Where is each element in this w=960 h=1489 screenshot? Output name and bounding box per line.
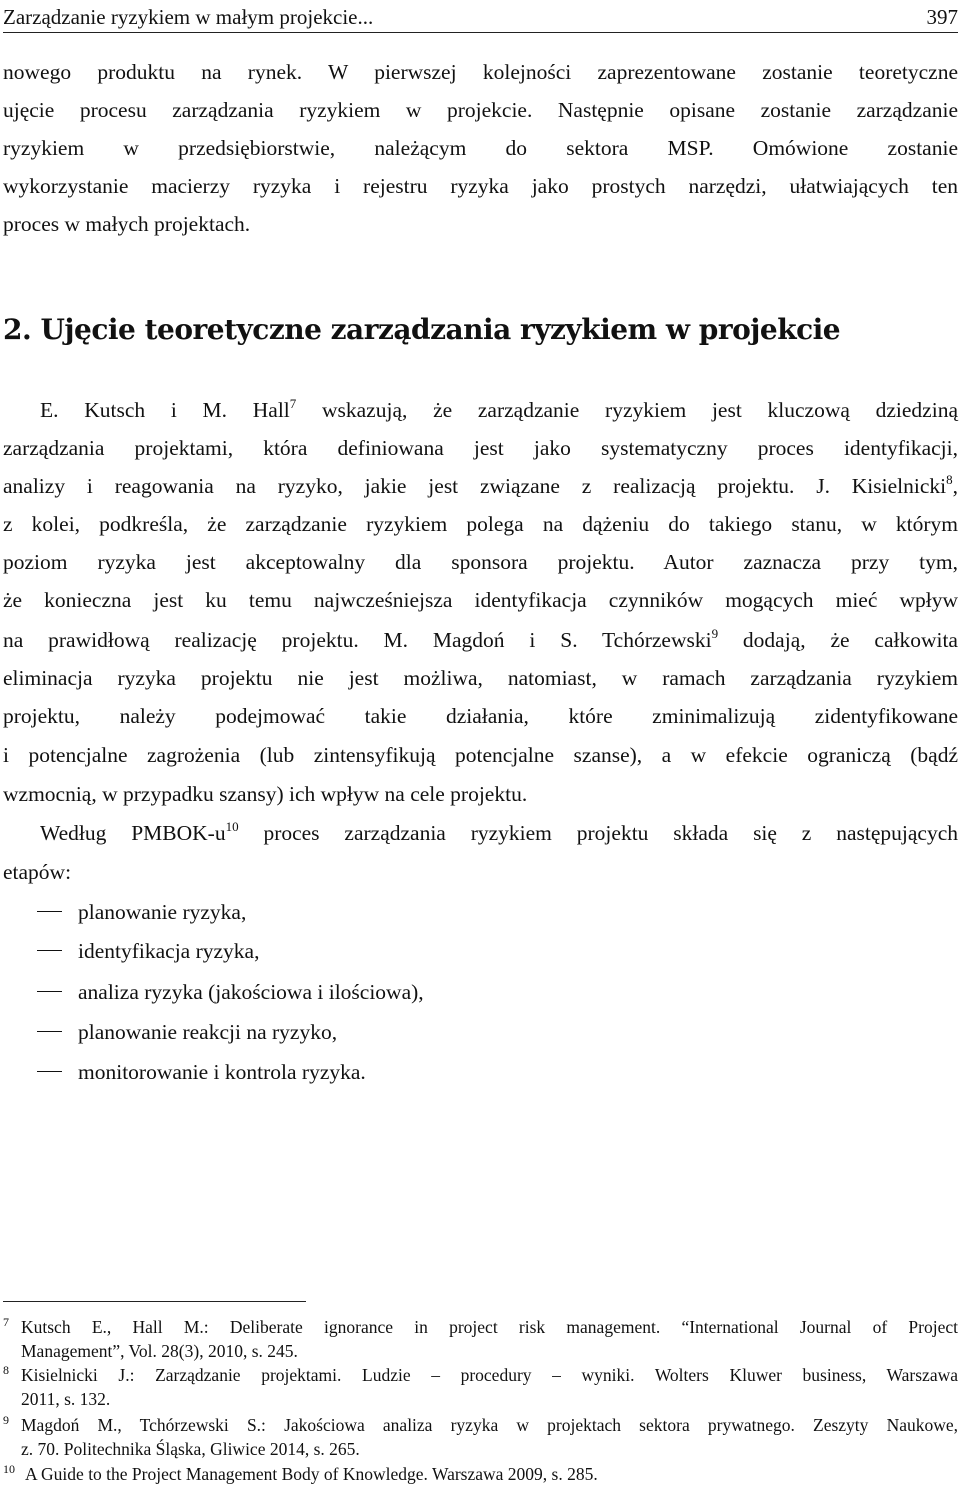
list-item-text: planowanie ryzyka, bbox=[78, 900, 247, 924]
text-span: Według PMBOK-u bbox=[40, 821, 226, 845]
footnote-text: Kisielnicki J.: Zarządzanie projektami. Ludzie – procedury – wyniki. Wolters Kluwer business, Warszawa bbox=[21, 1365, 958, 1385]
text-span: proces zarządzania ryzykiem projektu składa się z następujących bbox=[238, 821, 958, 845]
intro-line: ujęcie procesu zarządzania ryzykiem w projekcie. Następnie opisane zostanie zarządzanie bbox=[3, 98, 958, 122]
paragraph-line: projektu, należy podejmować takie działania, które zminimalizują zidentyfikowane bbox=[3, 704, 958, 728]
footnote-text: 2011, s. 132. bbox=[21, 1389, 111, 1409]
footnote-text: Management”, Vol. 28(3), 2010, s. 245. bbox=[21, 1341, 298, 1361]
list-item-text: planowanie reakcji na ryzyko, bbox=[78, 1020, 338, 1044]
page-number: 397 bbox=[926, 5, 958, 29]
running-header bbox=[3, 2, 958, 32]
dash-bullet-icon bbox=[37, 1071, 62, 1072]
footnote-number: 7 bbox=[3, 1315, 9, 1329]
footnote-number: 8 bbox=[3, 1363, 9, 1377]
intro-line: wykorzystanie macierzy ryzyka i rejestru ryzyka jako prostych narzędzi, ułatwiających ten bbox=[3, 174, 958, 198]
section-heading: 2. Ujęcie teoretyczne zarządzania ryzykiem w projekcie bbox=[3, 313, 841, 346]
dash-bullet-icon bbox=[37, 991, 62, 992]
footnote-text: z. 70. Politechnika Śląska, Gliwice 2014, s. 265. bbox=[21, 1439, 360, 1459]
text-span: E. Kutsch i M. Hall bbox=[40, 398, 290, 422]
list-item-text: identyfikacja ryzyka, bbox=[78, 939, 260, 963]
text-span: na prawidłową realizację projektu. M. Magdoń i S. Tchórzewski bbox=[3, 628, 712, 652]
intro-line: ryzykiem w przedsiębiorstwie, należącym do sektora MSP. Omówione zostanie bbox=[3, 136, 958, 160]
footnote-text: A Guide to the Project Management Body of Knowledge. Warszawa 2009, s. 285. bbox=[25, 1464, 598, 1484]
paragraph-line: eliminacja ryzyka projektu nie jest możliwa, natomiast, w ramach zarządzania ryzykiem bbox=[3, 666, 958, 690]
paragraph-line bbox=[40, 818, 958, 848]
intro-line: proces w małych projektach. bbox=[3, 212, 251, 236]
paragraph-line: poziom ryzyka jest akceptowalny dla sponsora projektu. Autor zaznacza przy tym, bbox=[3, 550, 958, 574]
text-span: , bbox=[952, 474, 958, 498]
paragraph-line: zarządzania projektami, która definiowana jest jako systematyczny proces identyfikacji, bbox=[3, 436, 958, 460]
footnote-ref: 7 bbox=[289, 396, 297, 411]
running-title: Zarządzanie ryzykiem w małym projekcie... bbox=[3, 5, 374, 29]
dash-bullet-icon bbox=[37, 911, 62, 912]
dash-bullet-icon bbox=[37, 1031, 62, 1032]
paragraph-line: wzmocnią, w przypadku szansy) ich wpływ na cele projektu. bbox=[3, 782, 528, 806]
intro-line: nowego produktu na rynek. W pierwszej kolejności zaprezentowane zostanie teoretyczne bbox=[3, 60, 958, 84]
footnote-ref: 9 bbox=[711, 626, 719, 641]
text-span: wskazują, że zarządzanie ryzykiem jest kluczową dziedziną bbox=[296, 398, 958, 422]
footnote-text: Magdoń M., Tchórzewski S.: Jakościowa analiza ryzyka w projektach sektora prywatnego. Zeszyty Naukowe, bbox=[21, 1415, 958, 1435]
footnote-ref: 8 bbox=[946, 472, 953, 487]
paragraph-line bbox=[3, 625, 958, 655]
paragraph-line: że konieczna jest ku temu najwcześniejsza identyfikacja czynników mogących mieć wpływ bbox=[3, 588, 958, 612]
paragraph-line: z kolei, podkreśla, że zarządzanie ryzykiem polega na dążeniu do takiego stanu, w którym bbox=[3, 512, 958, 536]
paragraph-line bbox=[3, 471, 958, 501]
footnote-number: 10 bbox=[3, 1462, 15, 1476]
paragraph-line: etapów: bbox=[3, 860, 72, 884]
header-rule bbox=[3, 32, 958, 33]
footnote-text: Kutsch E., Hall M.: Deliberate ignorance in project risk management. “International Journal of Project bbox=[21, 1317, 958, 1337]
footnote-ref: 10 bbox=[225, 819, 239, 834]
list-item-text: analiza ryzyka (jakościowa i ilościowa), bbox=[78, 980, 424, 1004]
paragraph-line: i potencjalne zagrożenia (lub zintensyfikują potencjalne szanse), a w efekcie ograniczą (bądź bbox=[3, 743, 958, 767]
dash-bullet-icon bbox=[37, 950, 62, 951]
paragraph-line bbox=[40, 395, 958, 425]
text-span: analizy i reagowania na ryzyko, jakie jest związane z realizacją projektu. J. Kisielnicki bbox=[3, 474, 947, 498]
list-item-text: monitorowanie i kontrola ryzyka. bbox=[78, 1060, 366, 1084]
footnote-rule bbox=[3, 1301, 306, 1302]
footnote-number: 9 bbox=[3, 1413, 9, 1427]
text-span: dodają, że całkowita bbox=[718, 628, 958, 652]
